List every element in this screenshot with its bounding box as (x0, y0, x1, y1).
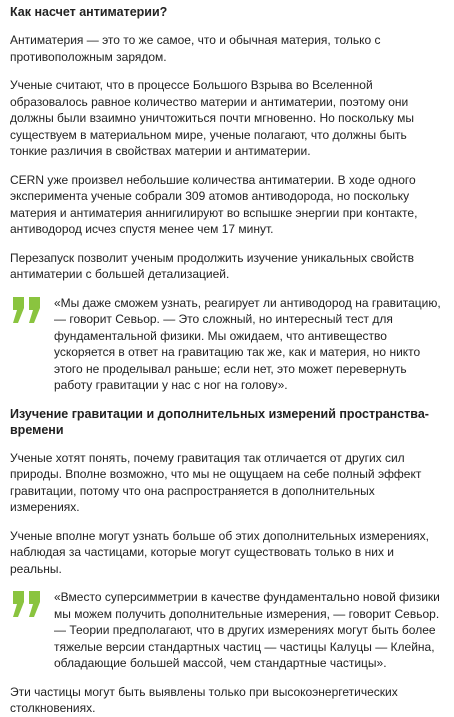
paragraph: Ученые хотят понять, почему гравитация так отличается от других сил природы. Вполне возможно, что мы не ощущаем на себе полный эффект гравитации, потому что она распространяется в дополнительных измерениях. (10, 450, 422, 514)
quote-mark-icon (12, 591, 42, 617)
paragraph: Антиматерия — это то же самое, что и обычная материя, только с противоположным зарядом. (10, 33, 381, 64)
quote-text: «Мы даже сможем узнать, реагирует ли антиводород на гравитацию, — говорит Севьор. — Это сложный, но интересный тест для фундаментальной физики. Мы ожидаем, что антивещество ускоряется в ответ на гравитацию так же, как и материя, но никто этого не проделывал раньше; если нет, это может перевернуть работу гравитации у нас с ног на голову». (54, 295, 441, 392)
paragraph: Эти частицы могут быть выявлены только при высокоэнергетических столкновениях. (10, 684, 398, 715)
quote-mark-icon (12, 297, 42, 323)
paragraph: Ученые вполне могут узнать больше об этих дополнительных измерениях, наблюдая за частицами, которые могут существовать только в них и реальны. (10, 528, 429, 576)
quote-text: «Вместо суперсимметрии в качестве фундаментально новой физики мы можем получить дополнительные измерения, — говорит Севьор. — Теории предполагают, что в других измерениях могут быть более тяжелые версии стандартных частиц — частицы Калуцы — Клейна, обладающие большей массой, чем стандартные частицы». (54, 590, 440, 670)
section-heading-antimatter: Как насчет антиматерии? (10, 5, 168, 19)
paragraph: Перезапуск позволит ученым продолжить изучение уникальных свойств антиматерии с большей детализацией. (10, 250, 414, 281)
section-heading-gravity: Изучение гравитации и дополнительных измерений пространства-времени (10, 406, 429, 437)
blockquote (10, 295, 444, 394)
paragraph: CERN уже произвел небольшие количества антиматерии. В ходе одного эксперимента ученые собрали 309 атомов антиводорода, но поскольку материя и антиматерия аннигилируют во вспышке энергии при контакте, антиводород исчез спустя менее чем 17 минут. (10, 172, 418, 236)
paragraph: Ученые считают, что в процессе Большого Взрыва во Вселенной образовалось равное количество материи и антиматерии, поэтому они должны были взаимно уничтожиться почти мгновенно. Но поскольку мы существуем в материальном мире, ученые полагают, что должны быть тонкие различия в свойствах материи и антиматерии. (10, 78, 414, 158)
blockquote (10, 589, 444, 672)
